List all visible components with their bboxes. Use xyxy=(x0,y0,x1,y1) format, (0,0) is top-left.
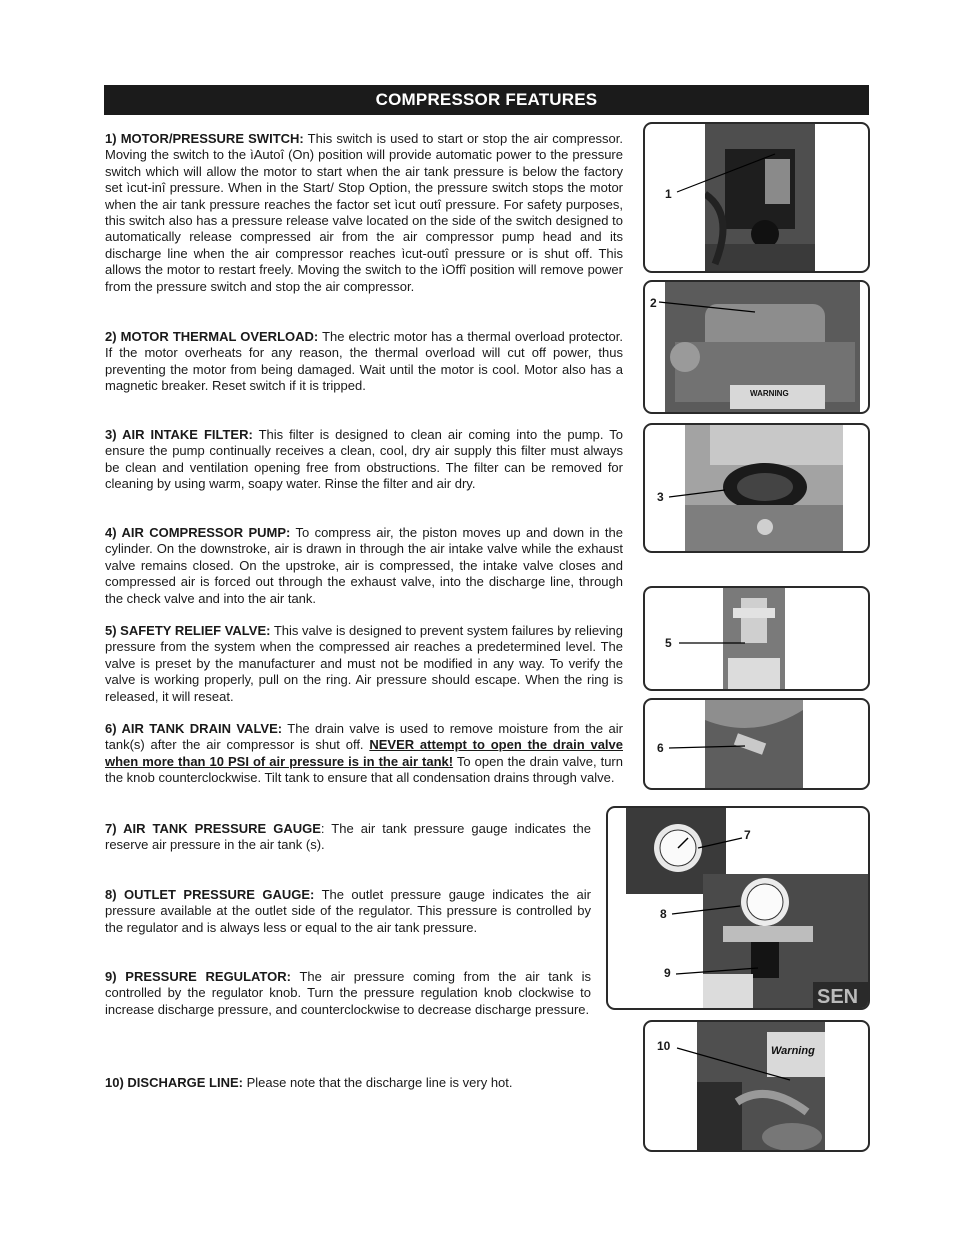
feature-heading: 1) MOTOR/PRESSURE SWITCH: xyxy=(105,131,304,146)
feature-body: : The air tank pressure gauge indicates the reserve air pressure in the air tank (s). xyxy=(105,821,591,853)
warning-label-text: Warning xyxy=(771,1045,815,1057)
feature-body-tail: To open the drain valve, turn the knob counterclockwise. Tilt tank to ensure that all condensation drains through valve. xyxy=(105,753,623,786)
feature-6-paragraph xyxy=(105,721,623,787)
feature-body: The drain valve is used to remove moisture from the air tank(s) after the air compressor is shut off. xyxy=(105,721,623,753)
feature-heading: 7) AIR TANK PRESSURE GAUGE xyxy=(105,821,321,836)
feature-heading: 2) MOTOR THERMAL OVERLOAD: xyxy=(105,329,319,344)
photo-air-intake-filter xyxy=(643,423,870,553)
feature-body: The air pressure coming from the air tank is controlled by the regulator knob. Turn the pressure regulation knob clockwise to increase discharge pressure, and counterclockwise to decrease discharge pressure. xyxy=(105,969,591,1017)
feature-heading: 9) PRESSURE REGULATOR: xyxy=(105,969,291,984)
feature-heading: 6) AIR TANK DRAIN VALVE: xyxy=(105,721,283,736)
warning-label-text: WARNING xyxy=(750,389,789,398)
photo-gauges-regulator xyxy=(606,806,870,1010)
section-title: COMPRESSOR FEATURES xyxy=(375,90,598,109)
callout-line-3 xyxy=(645,425,868,551)
photo-motor-overload xyxy=(643,280,870,414)
feature-body: This valve is designed to prevent system failures by relieving pressure from the system when the compressed air reaches a predetermined level. The valve is preset by the manufacturer and must not be modified in any way. To verify the valve is working properly, pull on the ring. Air pressure should escape. When the ring is released, it will reseat. xyxy=(105,623,623,704)
callout-number: 8 xyxy=(660,907,667,921)
callout-line-1 xyxy=(645,124,868,271)
photo-pressure-switch xyxy=(643,122,870,273)
photo-safety-relief-valve xyxy=(643,586,870,691)
section-title-banner xyxy=(104,85,869,115)
feature-10-paragraph xyxy=(105,1075,591,1091)
feature-1-paragraph xyxy=(105,131,623,295)
feature-heading: 8) OUTLET PRESSURE GAUGE: xyxy=(105,887,315,902)
feature-2-paragraph xyxy=(105,329,623,395)
callout-number: 3 xyxy=(657,490,664,504)
feature-7-paragraph xyxy=(105,821,591,854)
feature-5-paragraph xyxy=(105,623,623,705)
feature-4-paragraph xyxy=(105,525,623,607)
feature-body: To compress air, the piston moves up and down in the cylinder. On the downstroke, air is drawn in through the air intake valve while the exhaust valve remains closed. On the upstroke, air is compressed, the intake valve closes and compressed air is forced out through the exhaust valve, into the discharge line, through the check valve and into the air tank. xyxy=(105,525,623,606)
callout-number: 6 xyxy=(657,741,664,755)
feature-9-paragraph xyxy=(105,969,591,1018)
callout-lines-7-9 xyxy=(608,808,868,1008)
feature-heading: 10) DISCHARGE LINE: xyxy=(105,1075,243,1090)
photo-tank-drain-valve xyxy=(643,698,870,790)
brand-text: SEN xyxy=(817,986,859,1008)
callout-number: 7 xyxy=(744,828,751,842)
photo-discharge-line xyxy=(643,1020,870,1152)
callout-number: 2 xyxy=(650,296,657,310)
callout-line-6 xyxy=(645,700,868,788)
feature-heading: 3) AIR INTAKE FILTER: xyxy=(105,427,253,442)
feature-heading: 5) SAFETY RELIEF VALVE: xyxy=(105,623,271,638)
callout-number: 1 xyxy=(665,187,672,201)
callout-number: 5 xyxy=(665,636,672,650)
callout-number: 9 xyxy=(664,966,671,980)
feature-8-paragraph xyxy=(105,887,591,936)
callout-line-10 xyxy=(645,1022,868,1150)
feature-3-paragraph xyxy=(105,427,623,493)
feature-body: The outlet pressure gauge indicates the air pressure available at the outlet side of the regulator. This pressure is controlled by the regulator and is always less or equal to the air tank pressure. xyxy=(105,887,591,935)
feature-body: The electric motor has a thermal overload protector. If the motor overheats for any reason, the thermal overload will cut off power, thus preventing the motor from being damaged. Wait until the motor is cool. Motor also has a magnetic breaker. Reset switch if it is tripped. xyxy=(105,329,623,394)
feature-heading: 4) AIR COMPRESSOR PUMP: xyxy=(105,525,291,540)
callout-line-5 xyxy=(645,588,868,689)
feature-body: This switch is used to start or stop the air compressor. Moving the switch to the ìAutoî (On) position will provide automatic power to the pressure switch which will allow the motor to start when the air tank pressure is below the factory set ìcut-inî pressure. When in the Start/ Stop Option, the pressure switch stops the motor when the air tank pressure reaches the factor set ìcut outî pressure. For safety purposes, this switch also has a pressure release valve located on the side of the switch designed to automatically release compressed air from the air compressor pump head and its discharge line when the air compressor reaches ìcut-outî pressure or is shut off. This allows the motor to restart freely. Moving the switch to the ìOffî position will remove power from the pressure switch and stop the air compressor. xyxy=(105,131,623,294)
feature-body: This filter is designed to clean air coming into the pump. To ensure the pump continually receives a clean, cool, dry air supply this filter must always be clean and ventilation opening free from obstructions. The filter can be removed for cleaning by using warm, soapy water. Rinse the filter and air dry. xyxy=(105,427,623,492)
drain-valve-warning: NEVER attempt to open the drain valve when more than 10 PSI of air pressure is in the air tank! xyxy=(105,737,623,769)
callout-line-2 xyxy=(645,282,868,412)
callout-number: 10 xyxy=(657,1039,671,1053)
feature-body: Please note that the discharge line is very hot. xyxy=(242,1075,513,1090)
